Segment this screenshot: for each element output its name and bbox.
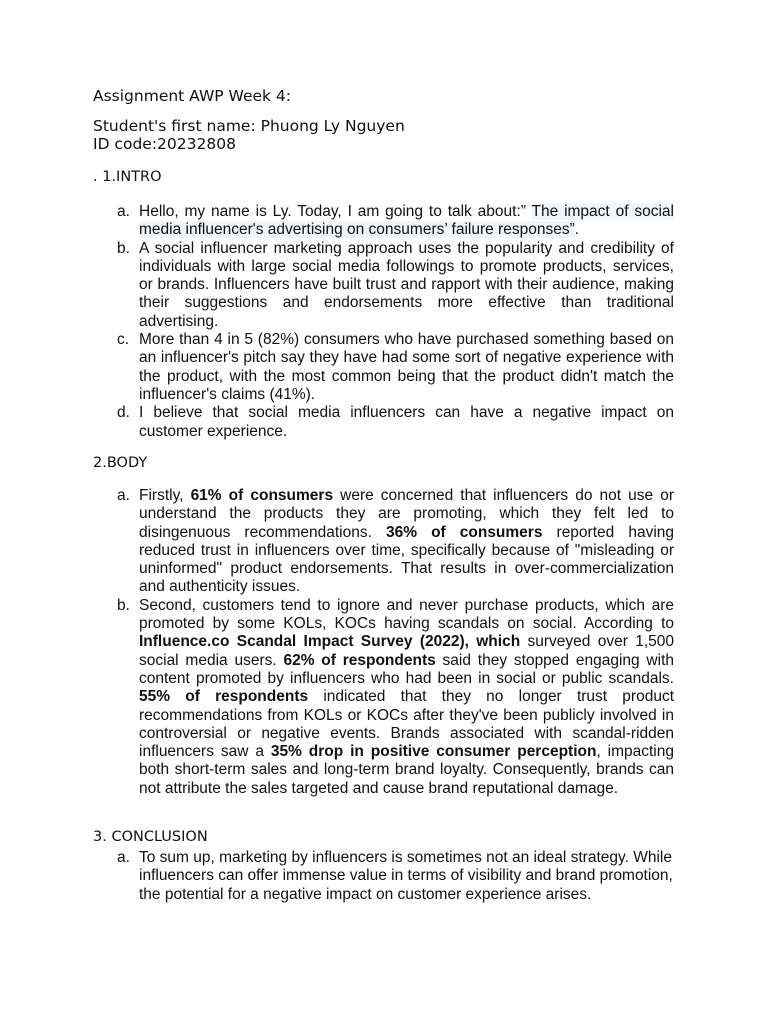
- text-run: Second, customers tend to ignore and never purchase products, which are promoted by some KOLs, KOCs having scandals on social. According to: [139, 596, 674, 633]
- list-item: [117, 239, 674, 331]
- bold-stat: 35% drop in positive consumer perception: [270, 743, 597, 761]
- highlighted-topic: The impact of social media influencer's advertising on consumers’ failure responses”: [139, 203, 674, 239]
- list-marker: c.: [117, 331, 130, 349]
- student-info: [93, 117, 405, 153]
- text-run: said they stopped engaging with content promoted by influencers who had been in social or public scandals.: [139, 651, 674, 687]
- list-item-text: I believe that social media influencers can have a negative impact on customer experience.: [139, 404, 674, 440]
- bold-stat: 36% of consumers: [385, 523, 543, 541]
- body-list: [117, 487, 675, 798]
- list-marker: a.: [117, 487, 130, 504]
- assignment-title: Assignment AWP Week 4:: [93, 87, 292, 105]
- text-run: Firstly,: [139, 487, 191, 504]
- student-id-line: ID code:20232808: [93, 135, 236, 153]
- list-item: [117, 849, 674, 904]
- text-run: reported having reduced trust in influencers over time, specifically because of "misleading or uninformed" product endorsements. That results in over-commercialization and authenticity issues.: [139, 523, 674, 596]
- text-run: indicated that they no longer trust product recommendations from KOLs or KOCs after they've been publicly involved in controversial or negative events. Brands associated with scandal-ridden influencers saw a: [139, 688, 675, 761]
- list-marker: b.: [117, 596, 130, 614]
- intro-list: [117, 203, 674, 441]
- list-marker: a.: [117, 203, 130, 220]
- bold-stat: 61% of consumers: [190, 487, 334, 504]
- list-item: [117, 404, 674, 441]
- conclusion-heading: 3. CONCLUSION: [93, 829, 208, 845]
- conclusion-list: [117, 849, 674, 904]
- list-item-text-end: .: [574, 221, 580, 239]
- list-marker: a.: [117, 849, 130, 866]
- list-item-text: To sum up, marketing by influencers is sometimes not an ideal strategy. While influencers can offer immense value in terms of visibility and brand promotion, the potential for a negative impact on customer experience arises.: [139, 849, 673, 903]
- list-item: [117, 596, 675, 798]
- bold-stat: 55% of respondents: [139, 688, 309, 706]
- list-item: [117, 203, 674, 240]
- intro-heading: . 1.INTRO: [93, 169, 162, 185]
- text-run: were concerned that influencers do not use or understand the products they are promoting, which they felt led to disingenuous recommendations.: [139, 487, 674, 541]
- bold-source: Influence.co Scandal Impact Survey (2022), which: [139, 633, 521, 651]
- text-run: surveyed over 1,500 social media users.: [139, 633, 674, 669]
- list-marker: d.: [117, 404, 130, 422]
- list-item-text: More than 4 in 5 (82%) consumers who have purchased something based on an influencer's pitch say they have had some sort of negative experience with the product, with the most common being that the product didn't match the influencer's claims (41%).: [139, 331, 674, 403]
- list-item: [117, 487, 674, 597]
- list-item-text: Hello, my name is Ly. Today, I am going to talk about:”: [139, 203, 532, 220]
- list-item-text: A social influencer marketing approach uses the popularity and credibility of individuals with large social media followings to promote products, services, or brands. Influencers have built trust and rapport with their audience, making their suggestions and endorsements more effective than traditional advertising.: [139, 239, 674, 330]
- student-name-line: Student's first name: Phuong Ly Nguyen: [93, 117, 405, 135]
- list-marker: b.: [117, 239, 130, 257]
- body-heading: 2.BODY: [93, 455, 148, 471]
- text-run: , impacting both short-term sales and long-term brand loyalty. Consequently, brands can not attribute the sales targeted and cause brand reputational damage.: [139, 743, 674, 797]
- bold-stat: 62% of respondents: [283, 651, 436, 669]
- list-item: [117, 331, 674, 404]
